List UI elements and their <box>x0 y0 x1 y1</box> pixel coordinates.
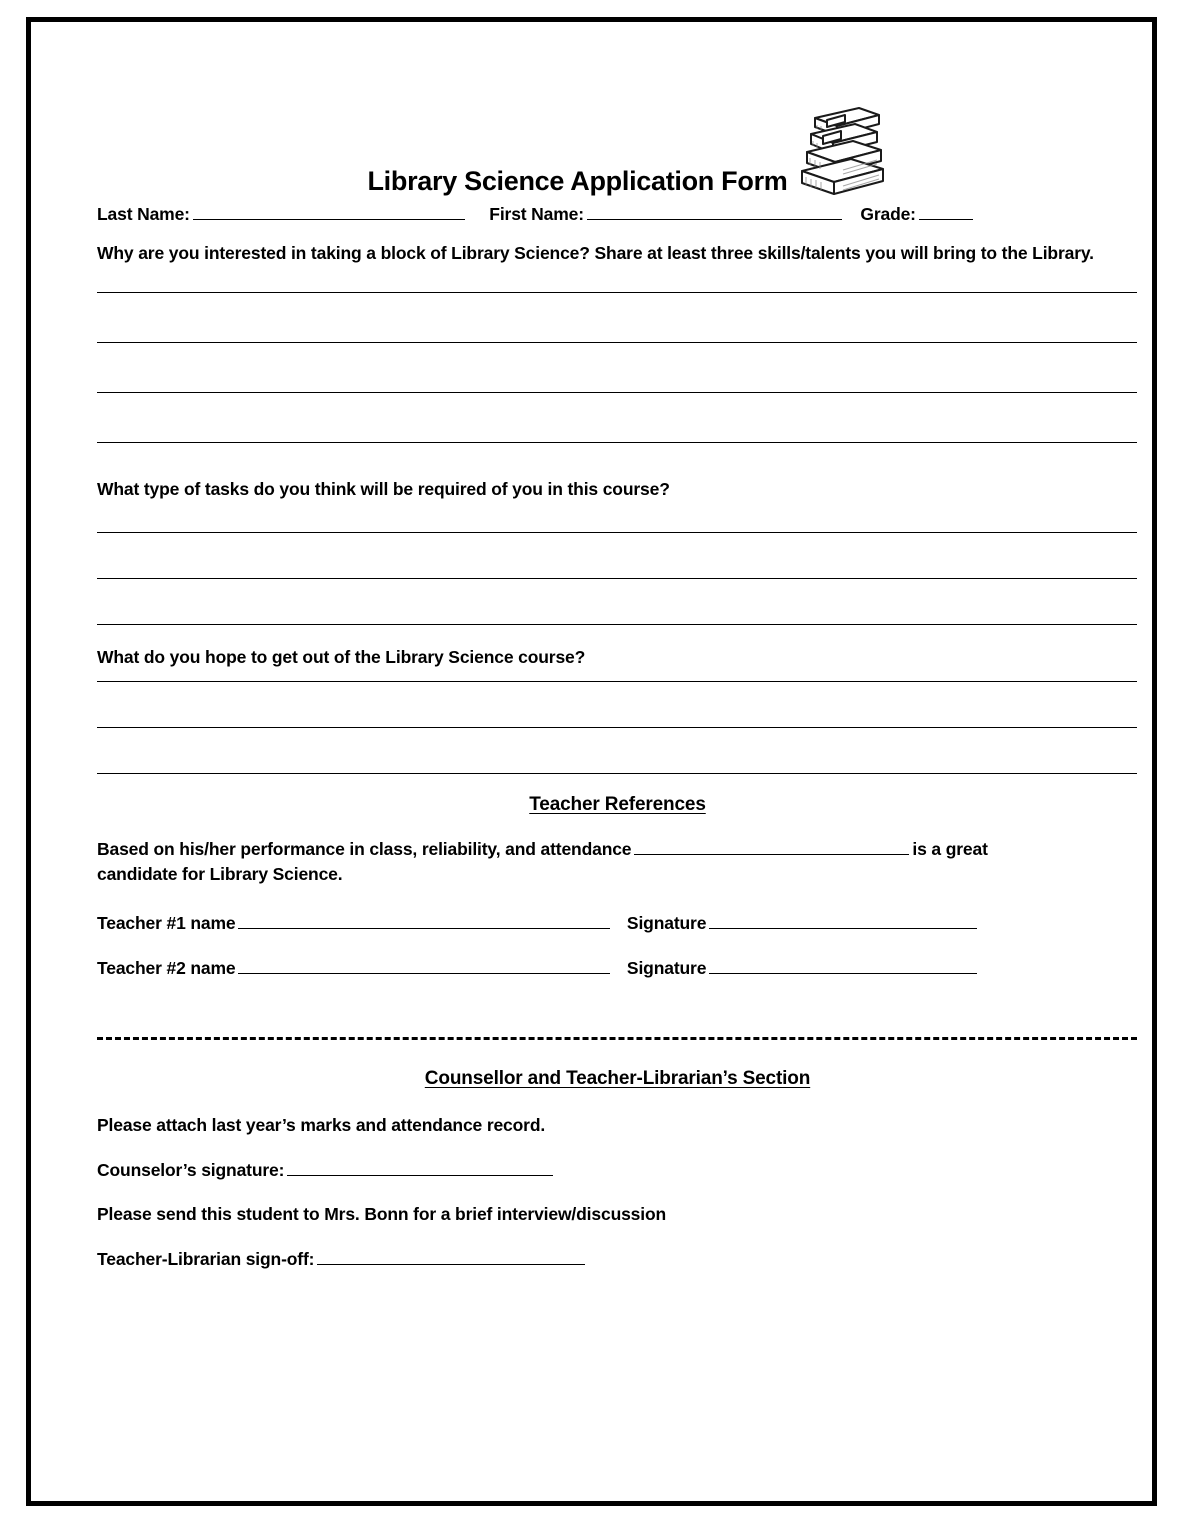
form-content <box>97 82 1138 1272</box>
counsellor-section-heading: Counsellor and Teacher-Librarian’s Section <box>424 1067 811 1089</box>
counselor-signature-input[interactable] <box>287 1160 553 1176</box>
form-header <box>97 82 1138 202</box>
grade-input[interactable] <box>919 204 973 220</box>
identity-row <box>97 202 1138 227</box>
first-name-input[interactable] <box>587 204 842 220</box>
teacher2-signature-input[interactable] <box>709 958 977 974</box>
counselor-signature-row <box>97 1158 1138 1183</box>
librarian-signoff-label: Teacher-Librarian sign-off: <box>97 1249 315 1270</box>
interview-note: Please send this student to Mrs. Bonn for a brief interview/discussion <box>97 1204 667 1225</box>
counselor-signature-label: Counselor’s signature: <box>97 1159 285 1180</box>
librarian-signoff-input[interactable] <box>317 1249 585 1265</box>
teacher2-name-label: Teacher #2 name <box>97 957 236 978</box>
teacher1-signature-label: Signature <box>626 913 707 934</box>
teacher1-name-label: Teacher #1 name <box>97 913 236 934</box>
teacher-references-heading: Teacher References <box>529 794 706 816</box>
page-border <box>26 17 1157 1506</box>
teacher1-signature-input[interactable] <box>709 913 977 929</box>
page-title: Library Science Application Form <box>367 166 788 196</box>
teacher1-name-input[interactable] <box>238 913 610 929</box>
statement-before-blank: Based on his/her performance in class, reliability, and attendance <box>97 839 632 860</box>
question-interest-text: Why are you interested in taking a block of Library Science? Share at least three skills/talents you will bring to the Library. <box>97 242 1094 263</box>
librarian-signoff-row <box>97 1247 1138 1272</box>
teacher2-signature-label: Signature <box>626 957 707 978</box>
grade-label: Grade: <box>860 204 916 224</box>
first-name-label: First Name: <box>489 204 584 224</box>
statement-after-blank: is a great <box>912 839 988 860</box>
question-hopes-text: What do you hope to get out of the Library Science course? <box>97 646 586 667</box>
candidate-name-input[interactable] <box>634 839 909 855</box>
teacher-reference-row-1 <box>97 911 1138 936</box>
attach-records-note: Please attach last year’s marks and attendance record. <box>97 1114 546 1135</box>
statement-line2: candidate for Library Science. <box>97 864 343 885</box>
teacher-reference-row-2 <box>97 956 1138 981</box>
teacher2-name-input[interactable] <box>238 958 610 974</box>
last-name-label: Last Name: <box>97 204 190 224</box>
question-tasks-text: What type of tasks do you think will be required of you in this course? <box>97 478 670 499</box>
teacher-reference-statement <box>97 837 1138 887</box>
last-name-input[interactable] <box>193 204 465 220</box>
